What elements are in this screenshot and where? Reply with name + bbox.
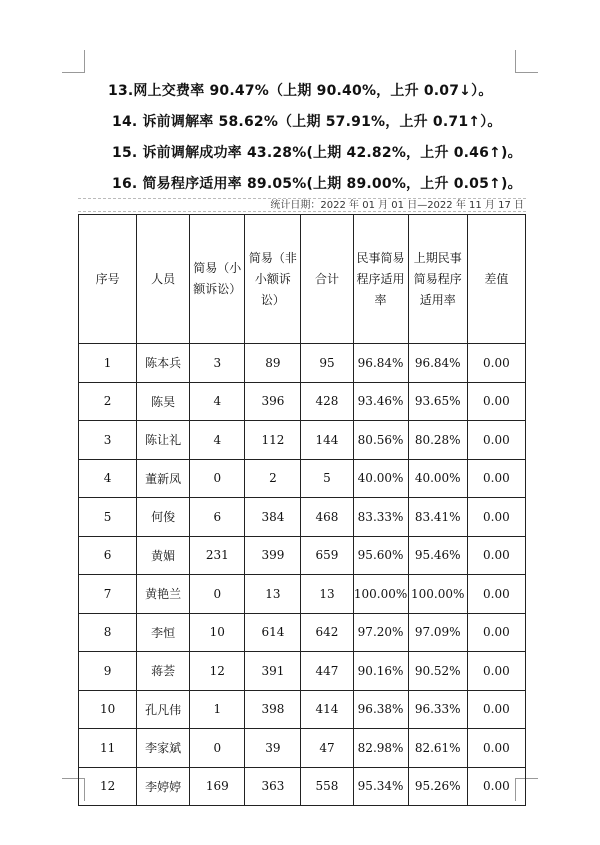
cell-person: 董新凤 [137,459,190,498]
cell-small-claims: 10 [190,613,245,652]
cell-person: 陈昊 [137,382,190,421]
crop-mark-top-right [515,50,538,73]
cell-previous-rate: 83.41% [408,498,467,537]
table-row [79,498,526,537]
table-row [79,344,526,383]
header-small-claims: 简易（小额诉讼） [190,215,245,344]
stat-line-mediation-success: 15. 诉前调解成功率 43.28%(上期 42.82%，上升 0.46↑)。 [112,145,522,161]
cell-rate: 95.60% [353,536,408,575]
stat-line-online-payment: 13.网上交费率 90.47%（上期 90.40%，上升 0.07↓）。 [108,83,493,99]
cell-index: 9 [79,652,137,691]
table-row [79,575,526,614]
header-difference: 差值 [467,215,525,344]
cell-rate: 80.56% [353,421,408,460]
cell-index: 1 [79,344,137,383]
cell-non-small-claims: 13 [245,575,301,614]
cell-rate: 100.00% [353,575,408,614]
cell-rate: 97.20% [353,613,408,652]
cell-index: 10 [79,690,137,729]
cell-difference: 0.00 [467,613,525,652]
header-non-small-claims: 简易（非小额诉讼） [245,215,301,344]
cell-rate: 82.98% [353,729,408,768]
cell-rate: 83.33% [353,498,408,537]
cell-non-small-claims: 391 [245,652,301,691]
cell-small-claims: 4 [190,421,245,460]
cell-index: 12 [79,767,137,806]
cell-index: 2 [79,382,137,421]
header-total: 合计 [301,215,353,344]
cell-non-small-claims: 384 [245,498,301,537]
cell-small-claims: 0 [190,459,245,498]
cell-non-small-claims: 39 [245,729,301,768]
cell-non-small-claims: 396 [245,382,301,421]
cell-index: 7 [79,575,137,614]
cell-difference: 0.00 [467,575,525,614]
cell-total: 95 [301,344,353,383]
cell-small-claims: 169 [190,767,245,806]
cell-person: 何俊 [137,498,190,537]
cell-previous-rate: 97.09% [408,613,467,652]
cell-non-small-claims: 399 [245,536,301,575]
table-row [79,459,526,498]
personnel-statistics-table [78,214,526,806]
statistics-list [78,76,538,200]
table-row [79,767,526,806]
cell-small-claims: 3 [190,344,245,383]
cell-rate: 90.16% [353,652,408,691]
cell-difference: 0.00 [467,382,525,421]
cell-total: 447 [301,652,353,691]
cell-difference: 0.00 [467,459,525,498]
cell-total: 414 [301,690,353,729]
header-person: 人员 [137,215,190,344]
cell-previous-rate: 93.65% [408,382,467,421]
table-header-row [79,215,526,344]
cell-person: 李婷婷 [137,767,190,806]
cell-rate: 96.84% [353,344,408,383]
cell-small-claims: 12 [190,652,245,691]
table-row [79,652,526,691]
table-row [79,729,526,768]
cell-non-small-claims: 89 [245,344,301,383]
cell-non-small-claims: 398 [245,690,301,729]
cell-difference: 0.00 [467,652,525,691]
cell-non-small-claims: 614 [245,613,301,652]
cell-previous-rate: 96.33% [408,690,467,729]
cell-index: 8 [79,613,137,652]
cell-total: 5 [301,459,353,498]
cell-rate: 95.34% [353,767,408,806]
cell-person: 陈本兵 [137,344,190,383]
cell-person: 李家斌 [137,729,190,768]
cell-previous-rate: 96.84% [408,344,467,383]
cell-difference: 0.00 [467,729,525,768]
cell-rate: 96.38% [353,690,408,729]
cell-previous-rate: 95.46% [408,536,467,575]
cell-difference: 0.00 [467,536,525,575]
cell-rate: 40.00% [353,459,408,498]
cell-total: 468 [301,498,353,537]
stat-line-pre-litigation-mediation: 14. 诉前调解率 58.62%（上期 57.91%，上升 0.71↑）。 [112,114,502,130]
cell-total: 642 [301,613,353,652]
cell-index: 11 [79,729,137,768]
cell-difference: 0.00 [467,498,525,537]
table-row [79,613,526,652]
cell-previous-rate: 95.26% [408,767,467,806]
cell-person: 孔凡伟 [137,690,190,729]
cell-previous-rate: 40.00% [408,459,467,498]
statistics-date-range: 统计日期：2022 年 01 月 01 日—2022 年 11 月 17 日 [78,198,526,212]
cell-index: 5 [79,498,137,537]
cell-total: 47 [301,729,353,768]
cell-previous-rate: 90.52% [408,652,467,691]
cell-index: 6 [79,536,137,575]
cell-difference: 0.00 [467,690,525,729]
table-row [79,382,526,421]
crop-mark-top-left [62,50,85,73]
cell-previous-rate: 100.00% [408,575,467,614]
cell-non-small-claims: 2 [245,459,301,498]
table-row [79,536,526,575]
cell-index: 3 [79,421,137,460]
cell-person: 黄媚 [137,536,190,575]
cell-non-small-claims: 363 [245,767,301,806]
table-row [79,421,526,460]
cell-non-small-claims: 112 [245,421,301,460]
cell-total: 659 [301,536,353,575]
cell-person: 陈让礼 [137,421,190,460]
cell-small-claims: 1 [190,690,245,729]
cell-total: 13 [301,575,353,614]
cell-previous-rate: 82.61% [408,729,467,768]
cell-small-claims: 6 [190,498,245,537]
cell-total: 428 [301,382,353,421]
cell-total: 144 [301,421,353,460]
cell-index: 4 [79,459,137,498]
header-index: 序号 [79,215,137,344]
header-rate: 民事简易程序适用率 [353,215,408,344]
cell-rate: 93.46% [353,382,408,421]
cell-person: 蒋荟 [137,652,190,691]
header-previous-rate: 上期民事简易程序适用率 [408,215,467,344]
cell-difference: 0.00 [467,344,525,383]
cell-person: 李恒 [137,613,190,652]
table-row [79,690,526,729]
cell-previous-rate: 80.28% [408,421,467,460]
stat-line-simplified-procedure: 16. 简易程序适用率 89.05%(上期 89.00%，上升 0.05↑)。 [112,176,522,192]
cell-total: 558 [301,767,353,806]
cell-small-claims: 4 [190,382,245,421]
cell-small-claims: 0 [190,729,245,768]
cell-difference: 0.00 [467,421,525,460]
cell-person: 黄艳兰 [137,575,190,614]
cell-small-claims: 0 [190,575,245,614]
cell-small-claims: 231 [190,536,245,575]
cell-difference: 0.00 [467,767,525,806]
